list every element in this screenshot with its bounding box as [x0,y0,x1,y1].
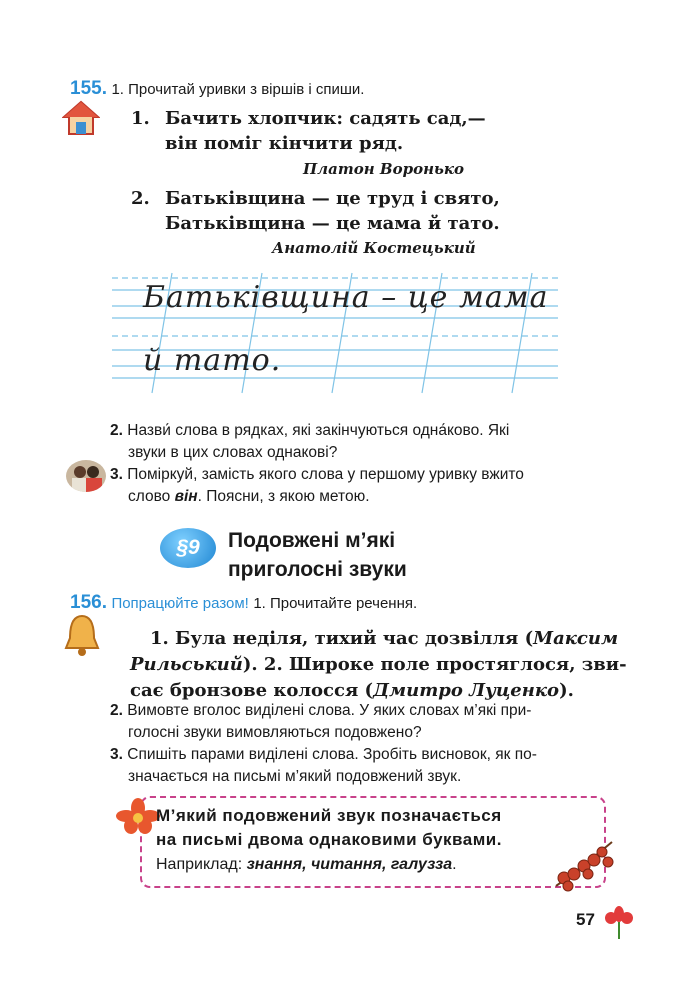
sentence-text: сає бронзове колосся ( [130,680,374,701]
handwriting-line-1: Батьківщина – це мама [143,280,549,315]
poem-1 [131,108,486,154]
poem-number: 1. [131,108,150,129]
exercise-number: 155. [70,78,107,99]
rule-line: на письмі двома однаковими буквами. [156,830,502,849]
section-title-line: приголосні звуки [228,558,407,581]
poem-line: Бачить хлопчик: садять сад,— [165,108,486,129]
task-text: Спишіть парами виділені слова. Зробіть висновок, як по- [127,746,537,763]
example-period: . [452,856,457,873]
poem-2 [131,188,500,234]
sentence-author: Рильський [130,654,243,675]
poem-line: він поміг кінчити ряд. [165,133,404,154]
house-icon [62,100,100,136]
bell-icon [62,612,102,660]
task-text: 1. Прочитайте речення. [253,595,418,612]
exercise-number: 156. [70,592,107,613]
task-text: слово [128,488,175,505]
sentence-text: ). 2. Широке поле простяглося, зви- [242,654,627,675]
rule-example [156,856,457,874]
section-title-line: Подовжені м’які [228,529,396,552]
ex156-task-3 [110,744,630,788]
berries-icon [548,836,618,892]
exercise-156-header [70,592,417,615]
rule-text [156,804,502,852]
task-text: 1. Прочитай уривки з віршів і спиши. [111,81,365,98]
highlighted-word: він [174,488,198,505]
sentences-block [130,626,630,704]
exercise-155-header [70,78,364,101]
task-text: голосні звуки вимовляються подовжено? [128,724,422,741]
group-work-icon [66,460,106,492]
poem-line: Батьківщина — це мама й тато. [165,213,500,234]
sentence-author: Максим [533,628,619,649]
ex155-task-3 [110,464,630,508]
section-badge: §9 [160,528,216,568]
poem-author: Платон Воронько [303,160,465,178]
sentence-author: Дмитро Луценко [373,680,560,701]
task-text: . Поясни, з якою метою. [197,488,370,505]
section-title [228,526,407,584]
task-number: 3. [110,466,123,483]
ex155-task-2 [110,420,630,464]
sentence-text: ). [559,680,574,701]
sentence-text: 1. Була неділя, тихий час дозвілля ( [150,628,534,649]
poem-number: 2. [131,188,150,209]
poem-author: Анатолій Костецький [272,239,476,257]
task-text: звуки в цих словах однакові? [128,444,338,461]
task-number: 3. [110,746,123,763]
task-text: Вимовте вголос виділені слова. У яких словах м’які при- [127,702,532,719]
task-number: 2. [110,702,123,719]
together-label: Попрацюйте разом! [111,595,249,612]
example-words: знання, читання, галузза [246,856,453,873]
handwriting-line-2: й тато. [143,343,282,378]
example-label: Наприклад: [156,856,243,873]
flower-icon [116,798,160,836]
poem-line: Батьківщина — це труд і свято, [165,188,500,209]
task-text: Назви́ слова в рядках, які закінчуються одна́ково. Які [127,422,510,439]
page-flower-icon [604,906,634,940]
rule-line: М’який подовжений звук позначається [156,806,502,825]
page-number: 57 [576,910,595,929]
task-text: Поміркуй, замість якого слова у першому уривку вжито [127,466,524,483]
task-text: значається на письмі м’який подовжений звук. [128,768,462,785]
ex156-task-2 [110,700,630,744]
task-number: 2. [110,422,123,439]
